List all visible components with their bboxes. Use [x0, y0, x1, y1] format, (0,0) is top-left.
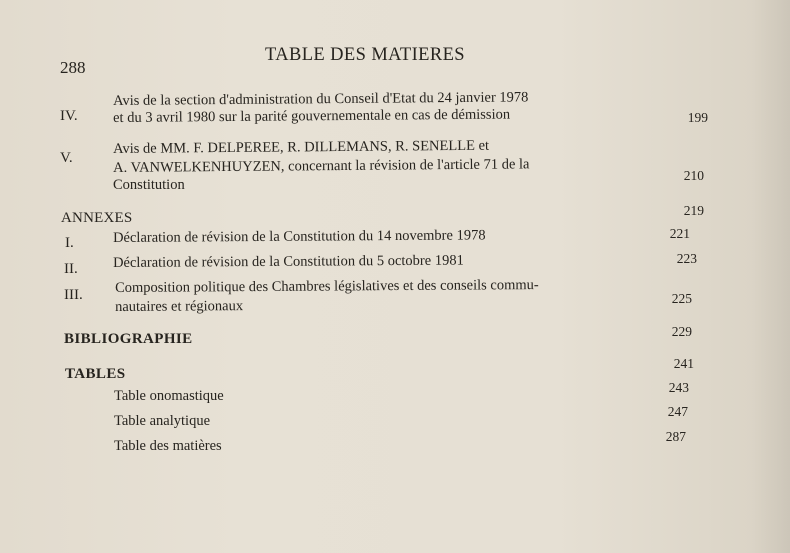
entry-line: Composition politique des Chambres législatives et des conseils commu-	[115, 277, 539, 296]
entry-roman: II.	[64, 261, 78, 277]
entry-line: Avis de la section d'administration du Conseil d'Etat du 24 janvier 1978	[113, 89, 529, 109]
entry-line: Constitution	[113, 177, 185, 193]
entry-roman: IV.	[60, 108, 78, 124]
tables-item-page: 287	[665, 429, 686, 444]
entry-roman: V.	[60, 150, 73, 166]
entry-page: 223	[676, 251, 697, 266]
entry-line: A. VANWELKENHUYZEN, concernant la révision de l'article 71 de la	[113, 156, 530, 176]
entry-line: nautaires et régionaux	[115, 298, 244, 315]
tables-item-page: 243	[668, 380, 689, 395]
tables-item-label: Table analytique	[114, 413, 211, 429]
section-title: BIBLIOGRAPHIE	[64, 331, 193, 347]
section-title: ANNEXES	[61, 210, 133, 226]
tables-item-label: Table onomastique	[114, 388, 224, 404]
entry-page: 225	[671, 291, 692, 306]
tables-item-label: Table des matières	[114, 438, 222, 454]
section-title: TABLES	[65, 366, 126, 382]
entry-line: Déclaration de révision de la Constitution du 14 novembre 1978	[113, 227, 486, 246]
page-number: 288	[60, 58, 86, 77]
page-title: TABLE DES MATIERES	[265, 45, 465, 65]
tables-item-page: 247	[667, 404, 688, 419]
entry-roman: III.	[64, 287, 83, 303]
entry-line: Avis de MM. F. DELPEREE, R. DILLEMANS, R. SENELLE et	[113, 137, 490, 157]
entry-line: et du 3 avril 1980 sur la parité gouvernementale en cas de démission	[113, 106, 511, 126]
page-edge-shadow	[750, 0, 790, 553]
entry-roman: I.	[65, 235, 74, 251]
section-page: 229	[671, 324, 692, 339]
section-page: 241	[673, 356, 694, 371]
entry-page: 210	[683, 168, 704, 183]
entry-page: 199	[687, 110, 708, 125]
entry-page: 221	[669, 226, 690, 241]
entry-line: Déclaration de révision de la Constitution du 5 octobre 1981	[113, 252, 464, 271]
section-page: 219	[683, 203, 704, 218]
